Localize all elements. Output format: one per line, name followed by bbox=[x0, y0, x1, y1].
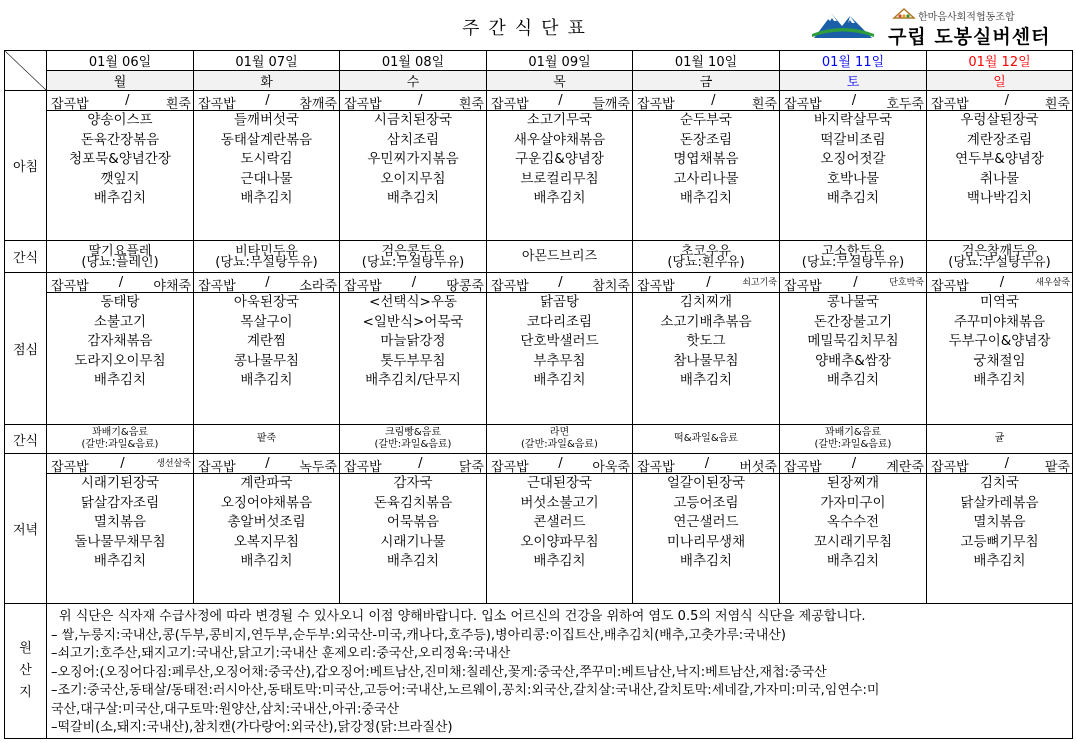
rice-porridge-line bbox=[47, 454, 193, 474]
snack-item: 꽈배기&음료 bbox=[824, 427, 882, 438]
rice-porridge-line bbox=[633, 273, 779, 293]
separator: / bbox=[558, 456, 563, 471]
porridge-label: 단호박죽 bbox=[889, 278, 924, 288]
am_snack-cell bbox=[927, 241, 1073, 273]
pm_snack-cell bbox=[487, 425, 633, 454]
org-subtitle: 한마음사회적협동조합 bbox=[918, 12, 1015, 23]
snack-item: 크림빵&음료 bbox=[384, 427, 442, 438]
menu-item: 메밀묵김치무침 bbox=[807, 333, 899, 350]
menu-item: 오복지무침 bbox=[233, 533, 300, 550]
date-row bbox=[5, 51, 1073, 71]
page-header bbox=[0, 0, 1076, 50]
menu-item: <일반식>어묵국 bbox=[362, 313, 464, 330]
menu-item: 오징어야채볶음 bbox=[220, 494, 313, 511]
rice-label: 잡곡밥 bbox=[344, 97, 382, 112]
rice-label: 잡곡밥 bbox=[931, 279, 969, 294]
dinner-row bbox=[5, 454, 1073, 604]
menu-item: 삼치조림 bbox=[386, 131, 440, 148]
meal-label-origin bbox=[5, 604, 47, 739]
separator: / bbox=[120, 456, 125, 471]
menu-item: 배추김치 bbox=[679, 190, 733, 207]
menu-item: 버섯소불고기 bbox=[520, 494, 599, 511]
porridge-label: 야채죽 bbox=[153, 279, 191, 294]
menu-item: 소불고기 bbox=[93, 313, 147, 330]
menu-item: 계란찜 bbox=[246, 333, 287, 350]
rice-porridge-line bbox=[47, 91, 193, 111]
rice-label: 잡곡밥 bbox=[637, 279, 675, 294]
menu-item: 된장찌개 bbox=[826, 475, 880, 491]
date-cell: 01월 11일 bbox=[780, 51, 927, 71]
porridge-label: 팥죽 bbox=[1044, 460, 1070, 475]
separator: / bbox=[851, 456, 857, 471]
rice-label: 잡곡밥 bbox=[198, 460, 236, 475]
menu-item: 소고기무국 bbox=[526, 112, 593, 128]
rice-label: 잡곡밥 bbox=[344, 460, 382, 475]
note-line: –조기:중국산,동태살/동태전:러시아산,동태토막:미국산,고등어:국내산,노르웨이,꽁치:외국산,갈치살:국내산,갈치토막:세네갈,가자미:미국,임연수:미 bbox=[51, 683, 880, 698]
menu-item: <선택식>우동 bbox=[369, 294, 457, 310]
breakfast-cell bbox=[47, 91, 194, 241]
porridge-label: 생선살죽 bbox=[156, 459, 191, 469]
menu-item: 오이지무침 bbox=[380, 170, 446, 187]
rice-porridge-line bbox=[487, 273, 632, 293]
breakfast-cell bbox=[487, 91, 633, 241]
menu-item: 배추김치/단무지 bbox=[365, 372, 461, 389]
menu-item: 김치찌개 bbox=[679, 294, 733, 310]
snack-item: 팥죽 bbox=[256, 433, 277, 444]
meal-label-pm-snack: 간식 bbox=[5, 425, 47, 454]
date-cell: 01월 07일 bbox=[194, 51, 340, 71]
menu-item: 들깨버섯국 bbox=[233, 112, 300, 128]
menu-item: 연근샐러드 bbox=[673, 514, 739, 531]
separator: / bbox=[558, 93, 563, 108]
menu-item: 새우살야채볶음 bbox=[513, 131, 606, 148]
rice-porridge-line bbox=[927, 454, 1072, 474]
porridge-label: 새우살죽 bbox=[1035, 278, 1070, 288]
lunch-cell bbox=[194, 273, 340, 425]
pm_snack-cell bbox=[780, 425, 927, 454]
menu-item: 배추김치 bbox=[533, 553, 586, 570]
menu-item: 아욱된장국 bbox=[233, 294, 300, 310]
weekday-cell: 화 bbox=[194, 71, 340, 91]
meal-label-dinner: 저녁 bbox=[5, 454, 47, 604]
porridge-label: 계란죽 bbox=[886, 460, 924, 475]
menu-item: 감자국 bbox=[393, 475, 433, 491]
snack-item: 초코우유 bbox=[680, 243, 732, 259]
dinner-cell bbox=[194, 454, 340, 604]
rice-label: 잡곡밥 bbox=[784, 279, 822, 294]
weekday-cell: 목 bbox=[487, 71, 633, 91]
porridge-label: 호두죽 bbox=[886, 97, 924, 112]
dinner-cell bbox=[633, 454, 780, 604]
menu-item: 도시락김 bbox=[240, 151, 293, 168]
breakfast-cell bbox=[194, 91, 340, 241]
breakfast-cell bbox=[927, 91, 1073, 241]
weekday-cell: 토 bbox=[780, 71, 927, 91]
rice-porridge-line bbox=[47, 273, 193, 293]
menu-item: 주꾸미야채볶음 bbox=[953, 313, 1046, 330]
lunch-cell bbox=[633, 273, 780, 425]
porridge-label: 참치죽 bbox=[592, 279, 630, 294]
menu-item: 우민찌가지볶음 bbox=[367, 151, 459, 168]
menu-item: 계란파국 bbox=[240, 475, 293, 491]
corner-cell bbox=[5, 51, 47, 91]
menu-item: 시래기나물 bbox=[380, 533, 446, 550]
menu-item: 동태탕 bbox=[100, 294, 140, 310]
snack-item: 라면 bbox=[549, 427, 570, 438]
menu-item: 브로컬리무침 bbox=[520, 170, 599, 187]
menu-item: 목살구이 bbox=[240, 313, 293, 330]
snack-item: 검은콩두유 bbox=[381, 243, 445, 259]
date-cell: 01월 12일 bbox=[927, 51, 1073, 71]
menu-item: 닭곰탕 bbox=[539, 294, 580, 310]
rice-label: 잡곡밥 bbox=[198, 279, 236, 294]
menu-item: 배추김치 bbox=[973, 372, 1026, 389]
menu-item: 톳두부무침 bbox=[380, 352, 446, 369]
menu-item: 구운김&양념장 bbox=[515, 151, 604, 168]
menu-item: 배추김치 bbox=[93, 190, 147, 207]
pm-snack-row bbox=[5, 425, 1073, 454]
separator: / bbox=[418, 93, 423, 108]
menu-item: 오이양파무침 bbox=[520, 533, 599, 550]
menu-item: 옥수수전 bbox=[826, 514, 880, 531]
rice-porridge-line bbox=[194, 91, 339, 111]
lunch-row bbox=[5, 273, 1073, 425]
dinner-cell bbox=[47, 454, 194, 604]
menu-item: 멸치볶음 bbox=[973, 514, 1026, 531]
dinner-cell bbox=[780, 454, 927, 604]
porridge-label: 소라죽 bbox=[299, 279, 337, 294]
menu-item: 꼬시래기무침 bbox=[813, 533, 893, 550]
menu-item: 근대나물 bbox=[240, 170, 293, 187]
am_snack-cell bbox=[47, 241, 194, 273]
separator: / bbox=[853, 275, 858, 290]
rice-label: 잡곡밥 bbox=[931, 97, 969, 112]
menu-item: 어묵볶음 bbox=[386, 514, 440, 531]
menu-item: 두부구이&양념장 bbox=[948, 333, 1051, 350]
separator: / bbox=[999, 275, 1005, 290]
rice-label: 잡곡밥 bbox=[784, 460, 822, 475]
menu-item: 감자채볶음 bbox=[87, 333, 153, 350]
menu-item: 배추김치 bbox=[533, 190, 586, 207]
snack-item: 아몬드브리즈 bbox=[521, 249, 598, 264]
rice-porridge-line bbox=[927, 91, 1072, 111]
rice-porridge-line bbox=[780, 273, 926, 293]
porridge-label: 참깨죽 bbox=[299, 97, 337, 112]
lunch-cell bbox=[47, 273, 194, 425]
snack-alt: (갈반:과일&음료) bbox=[814, 439, 892, 450]
snack-alt: (당뇨:무설탕두유) bbox=[801, 254, 905, 270]
breakfast-cell bbox=[780, 91, 927, 241]
separator: / bbox=[265, 456, 270, 471]
date-cell: 01월 08일 bbox=[340, 51, 487, 71]
lunch-cell bbox=[780, 273, 927, 425]
snack-item: 고소한두유 bbox=[821, 243, 885, 259]
menu-item: 돌나물무채무침 bbox=[74, 533, 166, 550]
weekday-cell: 수 bbox=[340, 71, 487, 91]
note-line: –오징어:(오징어다짐:페루산,오징어채:중국산),갑오징어:베트남산,진미채:칠레산,꽃게:중국산,쭈꾸미:베트남산,낙지:베트남산,재첩:중국산 bbox=[51, 664, 827, 680]
lunch-cell bbox=[340, 273, 487, 425]
separator: / bbox=[704, 456, 710, 471]
menu-item: 가자미구이 bbox=[820, 494, 886, 511]
separator: / bbox=[1004, 93, 1009, 108]
pm_snack-cell bbox=[340, 425, 487, 454]
menu-item: 배추김치 bbox=[386, 190, 440, 207]
coop-logo-icon bbox=[892, 6, 916, 20]
am-snack-row bbox=[5, 241, 1073, 273]
note-line: 위 식단은 식자재 수급사정에 따라 변경될 수 있사오니 이점 양해바랍니다. 입소 어르신의 건강을 위하여 염도 0.5의 저염식 식단을 제공합니다. bbox=[59, 609, 866, 624]
meal-label-am-snack: 간식 bbox=[5, 241, 47, 273]
menu-item: 계란장조림 bbox=[966, 131, 1033, 148]
porridge-label: 쇠고기죽 bbox=[742, 278, 777, 288]
menu-item: 닭살감자조림 bbox=[80, 494, 160, 511]
meal-label-breakfast: 아침 bbox=[5, 91, 47, 241]
mountain-logo-icon bbox=[810, 4, 876, 44]
menu-item: 멸치볶음 bbox=[93, 514, 147, 531]
porridge-label: 닭죽 bbox=[458, 460, 484, 475]
date-cell: 01월 06일 bbox=[47, 51, 194, 71]
menu-item: 배추김치 bbox=[826, 553, 880, 570]
separator: / bbox=[1004, 456, 1009, 471]
menu-item: 참나물무침 bbox=[673, 352, 739, 369]
note-line: 국산,대구살:미국산,대구토막:원양산,삼치:국내산,아귀:중국산 bbox=[51, 701, 399, 717]
porridge-label: 흰죽 bbox=[751, 97, 777, 112]
snack-alt: (당뇨:무설탕두유) bbox=[948, 254, 1051, 270]
rice-porridge-line bbox=[927, 273, 1072, 293]
porridge-label: 녹두죽 bbox=[299, 460, 337, 475]
porridge-label: 들깨죽 bbox=[592, 97, 630, 112]
rice-label: 잡곡밥 bbox=[491, 279, 529, 294]
menu-item: 궁채절임 bbox=[973, 352, 1026, 369]
rice-label: 잡곡밥 bbox=[198, 97, 236, 112]
menu-item: 단호박샐러드 bbox=[520, 333, 599, 350]
separator: / bbox=[558, 275, 563, 290]
menu-item: 청포묵&양념간장 bbox=[69, 151, 171, 168]
menu-item: 콩나물무침 bbox=[233, 352, 300, 369]
rice-porridge-line bbox=[340, 91, 486, 111]
lunch-cell bbox=[487, 273, 633, 425]
menu-item: 배추김치 bbox=[240, 190, 293, 207]
menu-item: 배추김치 bbox=[533, 372, 586, 389]
separator: / bbox=[706, 275, 711, 290]
rice-porridge-line bbox=[194, 273, 339, 293]
snack-alt: (갈반:과일&음료) bbox=[374, 439, 452, 450]
am_snack-cell bbox=[340, 241, 487, 273]
snack-item: 검은참깨두유 bbox=[961, 243, 1038, 259]
breakfast-row bbox=[5, 91, 1073, 241]
porridge-label: 땅콩죽 bbox=[446, 279, 484, 294]
rice-porridge-line bbox=[780, 454, 926, 474]
menu-item: 배추김치 bbox=[973, 553, 1026, 570]
meal-label-lunch: 점심 bbox=[5, 273, 47, 425]
menu-item: 시래기된장국 bbox=[80, 475, 160, 491]
menu-item: 돈장조림 bbox=[679, 131, 733, 148]
menu-item: 양송이스프 bbox=[87, 112, 153, 128]
lunch-cell bbox=[927, 273, 1073, 425]
menu-item: 닭살카레볶음 bbox=[960, 494, 1039, 511]
snack-item: 비타민두유 bbox=[235, 243, 298, 259]
snack-alt: (갈반:과일&음료) bbox=[521, 439, 598, 450]
separator: / bbox=[265, 93, 270, 108]
menu-item: 배추김치 bbox=[240, 372, 293, 389]
dinner-cell bbox=[340, 454, 487, 604]
menu-item: 돈육간장볶음 bbox=[80, 131, 160, 148]
note-line: –쇠고기:호주산,돼지고기:국내산,닭고기:국내산 훈제오리:중국산,오리정육:국내산 bbox=[51, 646, 511, 661]
pm_snack-cell bbox=[47, 425, 194, 454]
rice-label: 잡곡밥 bbox=[491, 97, 529, 112]
menu-item: 고등어조림 bbox=[673, 494, 739, 511]
porridge-label: 버섯죽 bbox=[739, 460, 777, 475]
origin-row bbox=[5, 604, 1073, 739]
menu-item: 배추김치 bbox=[386, 553, 440, 570]
note-line: – 쌀,누룽지:국내산,콩(두부,콩비지,연두부,순두부:외국산-미국,캐나다,호주등),병아리콩:이집트산,배추김치(배추,고춧가루:국내산) bbox=[51, 627, 786, 643]
rice-label: 잡곡밥 bbox=[931, 460, 969, 475]
origin-notes bbox=[47, 604, 1073, 739]
snack-alt: (당뇨:흰우유) bbox=[667, 254, 745, 270]
menu-item: 배추김치 bbox=[93, 372, 147, 389]
rice-porridge-line bbox=[780, 91, 926, 111]
menu-item: 백나박김치 bbox=[966, 190, 1033, 207]
porridge-label: 아욱죽 bbox=[592, 460, 630, 475]
rice-label: 잡곡밥 bbox=[637, 460, 675, 475]
menu-item: 바지락살무국 bbox=[813, 112, 893, 128]
snack-item: 딸기요플레 bbox=[88, 243, 152, 259]
separator: / bbox=[411, 275, 417, 290]
snack-item: 꽈배기&음료 bbox=[91, 427, 149, 438]
menu-item: 호박나물 bbox=[826, 170, 880, 187]
am_snack-cell bbox=[633, 241, 780, 273]
rice-label: 잡곡밥 bbox=[637, 97, 675, 112]
am_snack-cell bbox=[194, 241, 340, 273]
pm_snack-cell bbox=[194, 425, 340, 454]
snack-alt: (갈반:과일&음료) bbox=[81, 439, 159, 450]
rice-porridge-line bbox=[340, 454, 486, 474]
menu-item: 고사리나물 bbox=[673, 170, 739, 187]
menu-item: 근대된장국 bbox=[526, 475, 593, 491]
porridge-label: 흰죽 bbox=[1044, 97, 1070, 112]
menu-item: 깻잎지 bbox=[100, 170, 140, 187]
menu-item: 취나물 bbox=[979, 170, 1020, 187]
weekday-cell: 월 bbox=[47, 71, 194, 91]
menu-item: 배추김치 bbox=[93, 553, 147, 570]
rice-label: 잡곡밥 bbox=[344, 279, 382, 294]
rice-label: 잡곡밥 bbox=[491, 460, 529, 475]
snack-item: 떡&과일&음료 bbox=[674, 433, 738, 444]
date-cell: 01월 10일 bbox=[633, 51, 780, 71]
menu-item: 배추김치 bbox=[679, 372, 733, 389]
menu-item: 콘샐러드 bbox=[533, 514, 586, 531]
weekday-cell: 일 bbox=[927, 71, 1073, 91]
menu-item: 소고기배추볶음 bbox=[660, 313, 752, 330]
org-name: 구립 도봉실버센터 bbox=[888, 26, 1051, 48]
menu-item: 떡갈비조림 bbox=[820, 131, 886, 148]
pm_snack-cell bbox=[927, 425, 1073, 454]
menu-item: 연두부&양념장 bbox=[955, 151, 1044, 168]
menu-item: 동태살계란볶음 bbox=[220, 131, 313, 148]
rice-porridge-line bbox=[487, 91, 632, 111]
note-line: –떡갈비(소,돼지:국내산),참치캔(가다랑어:외국산),닭강정(닭:브라질산) bbox=[51, 720, 453, 735]
am_snack-cell bbox=[780, 241, 927, 273]
dinner-cell bbox=[487, 454, 633, 604]
weekly-menu-table bbox=[4, 50, 1073, 739]
menu-item: 마늘닭강정 bbox=[380, 333, 446, 350]
menu-item: 미나리무생채 bbox=[666, 533, 746, 550]
rice-label: 잡곡밥 bbox=[51, 279, 89, 294]
dinner-cell bbox=[927, 454, 1073, 604]
separator: / bbox=[418, 456, 423, 471]
snack-alt: (당뇨:무설탕두유) bbox=[215, 254, 318, 270]
snack-alt: (당뇨:무설탕두유) bbox=[361, 254, 465, 270]
porridge-label: 흰죽 bbox=[165, 97, 191, 112]
date-cell: 01월 09일 bbox=[487, 51, 633, 71]
menu-item: 우렁살된장국 bbox=[960, 112, 1039, 128]
menu-item: 도라지오이무침 bbox=[74, 352, 166, 369]
menu-item: 양배추&쌈장 bbox=[815, 352, 891, 369]
rice-porridge-line bbox=[633, 91, 779, 111]
pm_snack-cell bbox=[633, 425, 780, 454]
rice-porridge-line bbox=[487, 454, 632, 474]
menu-item: 콩나물국 bbox=[826, 294, 880, 310]
page-title: 주간식단표 bbox=[462, 18, 594, 39]
menu-item: 순두부국 bbox=[679, 112, 733, 128]
separator: / bbox=[851, 93, 857, 108]
menu-item: 부추무침 bbox=[533, 352, 586, 369]
menu-item: 총알버섯조림 bbox=[227, 514, 306, 531]
rice-label: 잡곡밥 bbox=[51, 97, 89, 112]
menu-item: 배추김치 bbox=[826, 190, 880, 207]
breakfast-cell bbox=[633, 91, 780, 241]
menu-item: 얼갈이된장국 bbox=[666, 475, 746, 491]
separator: / bbox=[125, 93, 130, 108]
breakfast-cell bbox=[340, 91, 487, 241]
rice-label: 잡곡밥 bbox=[51, 460, 89, 475]
menu-item: 배추김치 bbox=[240, 553, 293, 570]
rice-label: 잡곡밥 bbox=[784, 97, 822, 112]
snack-item: 귤 bbox=[994, 433, 1005, 444]
separator: / bbox=[265, 275, 270, 290]
menu-item: 돈간장불고기 bbox=[813, 313, 893, 330]
menu-item: 명엽채볶음 bbox=[673, 151, 739, 168]
weekday-cell: 금 bbox=[633, 71, 780, 91]
am_snack-cell bbox=[487, 241, 633, 273]
weekday-row bbox=[5, 71, 1073, 91]
rice-porridge-line bbox=[194, 454, 339, 474]
porridge-label: 흰죽 bbox=[458, 97, 484, 112]
separator: / bbox=[118, 275, 124, 290]
rice-porridge-line bbox=[633, 454, 779, 474]
menu-item: 배추김치 bbox=[826, 372, 880, 389]
menu-item: 고등뼈기무침 bbox=[960, 533, 1039, 550]
origin-label: 원산지 bbox=[19, 640, 32, 700]
menu-item: 코다리조림 bbox=[526, 313, 593, 330]
menu-item: 오징어젓갈 bbox=[820, 151, 886, 168]
menu-item: 시금치된장국 bbox=[373, 112, 453, 128]
rice-porridge-line bbox=[340, 273, 486, 293]
menu-item: 핫도그 bbox=[686, 333, 726, 350]
menu-item: 배추김치 bbox=[679, 553, 733, 570]
menu-item: 미역국 bbox=[979, 294, 1020, 310]
separator: / bbox=[711, 93, 716, 108]
menu-item: 김치국 bbox=[979, 475, 1020, 491]
menu-item: 돈육김치볶음 bbox=[373, 494, 453, 511]
snack-alt: (당뇨:플레인) bbox=[81, 254, 159, 270]
